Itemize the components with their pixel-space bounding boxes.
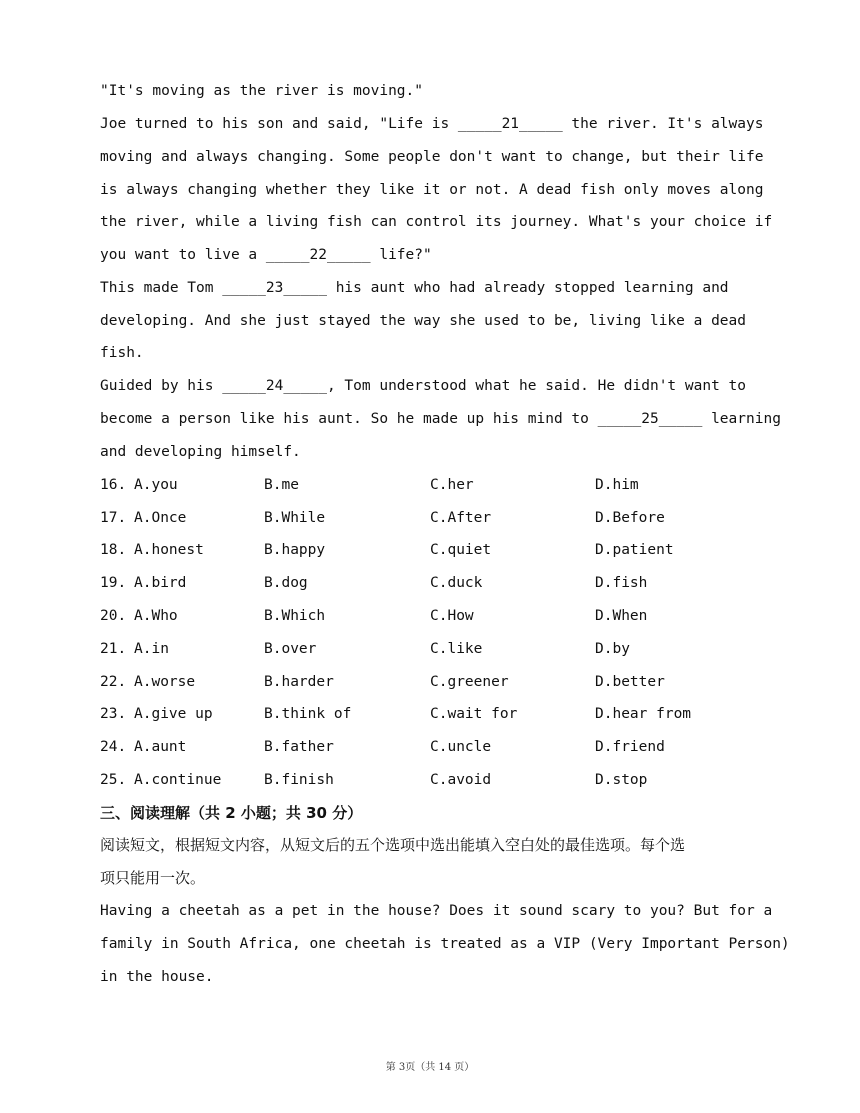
passage-line: Guided by his _____24_____, Tom understood what he said. He didn't want to xyxy=(100,378,747,394)
option-b: B.dog xyxy=(264,575,308,591)
option-b: B.While xyxy=(264,510,326,526)
page-footer: 第 3页（共 14 页） xyxy=(385,1062,475,1073)
passage-line: This made Tom _____23_____ his aunt who had already stopped learning and xyxy=(100,280,729,296)
option-b: B.Which xyxy=(264,608,326,624)
question-row xyxy=(100,475,800,495)
question-number: 24. xyxy=(100,739,127,755)
option-c: C.greener xyxy=(430,674,509,690)
option-d: D.hear from xyxy=(595,706,692,722)
option-c: C.How xyxy=(430,608,474,624)
option-c: C.After xyxy=(430,510,492,526)
question-row xyxy=(100,770,800,790)
instruction-line: 阅读短文，根据短文内容，从短文后的五个选项中选出能填入空白处的最佳选项。每个选 xyxy=(100,836,686,854)
passage-line: become a person like his aunt. So he made up his mind to _____25_____ learning xyxy=(100,411,781,427)
option-d: D.fish xyxy=(595,575,648,591)
option-d: D.by xyxy=(595,641,630,657)
passage-line: Joe turned to his son and said, "Life is _____21_____ the river. It's always xyxy=(100,116,764,132)
option-b: B.me xyxy=(264,477,299,493)
option-c: C.quiet xyxy=(430,542,492,558)
question-row xyxy=(100,573,800,593)
question-row xyxy=(100,672,800,692)
option-c: C.duck xyxy=(430,575,483,591)
question-number: 20. xyxy=(100,608,127,624)
question-number: 21. xyxy=(100,641,127,657)
option-d: D.When xyxy=(595,608,648,624)
question-row xyxy=(100,540,800,560)
passage-line: is always changing whether they like it or not. A dead fish only moves along xyxy=(100,182,764,198)
reading-line: in the house. xyxy=(100,969,214,985)
option-d: D.stop xyxy=(595,772,648,788)
option-a: A.Who xyxy=(134,608,178,624)
question-number: 22. xyxy=(100,674,127,690)
option-a: A.aunt xyxy=(134,739,187,755)
option-b: B.over xyxy=(264,641,317,657)
question-row xyxy=(100,606,800,626)
question-number: 19. xyxy=(100,575,127,591)
option-a: A.bird xyxy=(134,575,187,591)
option-b: B.harder xyxy=(264,674,334,690)
passage-line: moving and always changing. Some people don't want to change, but their life xyxy=(100,149,764,165)
option-d: D.better xyxy=(595,674,665,690)
option-b: B.happy xyxy=(264,542,326,558)
option-c: C.like xyxy=(430,641,483,657)
question-row xyxy=(100,737,800,757)
option-a: A.honest xyxy=(134,542,204,558)
option-a: A.you xyxy=(134,477,178,493)
section-heading: 三、阅读理解（共 2 小题；共 30 分） xyxy=(100,804,363,822)
question-number: 16. xyxy=(100,477,127,493)
passage-line: fish. xyxy=(100,345,144,361)
option-c: C.uncle xyxy=(430,739,492,755)
option-a: A.give up xyxy=(134,706,213,722)
option-a: A.continue xyxy=(134,772,222,788)
instruction-line: 项只能用一次。 xyxy=(100,869,206,887)
option-a: A.worse xyxy=(134,674,196,690)
question-row xyxy=(100,508,800,528)
reading-line: Having a cheetah as a pet in the house? Does it sound scary to you? But for a xyxy=(100,903,773,919)
question-number: 17. xyxy=(100,510,127,526)
option-b: B.father xyxy=(264,739,334,755)
option-d: D.him xyxy=(595,477,639,493)
option-c: C.avoid xyxy=(430,772,492,788)
option-c: C.her xyxy=(430,477,474,493)
passage-line: "It's moving as the river is moving." xyxy=(100,83,424,99)
reading-line: family in South Africa, one cheetah is treated as a VIP (Very Important Person) xyxy=(100,936,790,952)
question-number: 25. xyxy=(100,772,127,788)
passage-line: and developing himself. xyxy=(100,444,301,460)
passage-line: developing. And she just stayed the way she used to be, living like a dead xyxy=(100,313,747,329)
question-row xyxy=(100,704,800,724)
option-d: D.Before xyxy=(595,510,665,526)
option-a: A.in xyxy=(134,641,169,657)
passage-line: you want to live a _____22_____ life?" xyxy=(100,247,432,263)
question-number: 23. xyxy=(100,706,127,722)
option-c: C.wait for xyxy=(430,706,518,722)
option-b: B.finish xyxy=(264,772,334,788)
question-number: 18. xyxy=(100,542,127,558)
question-row xyxy=(100,639,800,659)
option-a: A.Once xyxy=(134,510,187,526)
option-d: D.patient xyxy=(595,542,674,558)
option-d: D.friend xyxy=(595,739,665,755)
passage-line: the river, while a living fish can control its journey. What's your choice if xyxy=(100,214,773,230)
option-b: B.think of xyxy=(264,706,352,722)
